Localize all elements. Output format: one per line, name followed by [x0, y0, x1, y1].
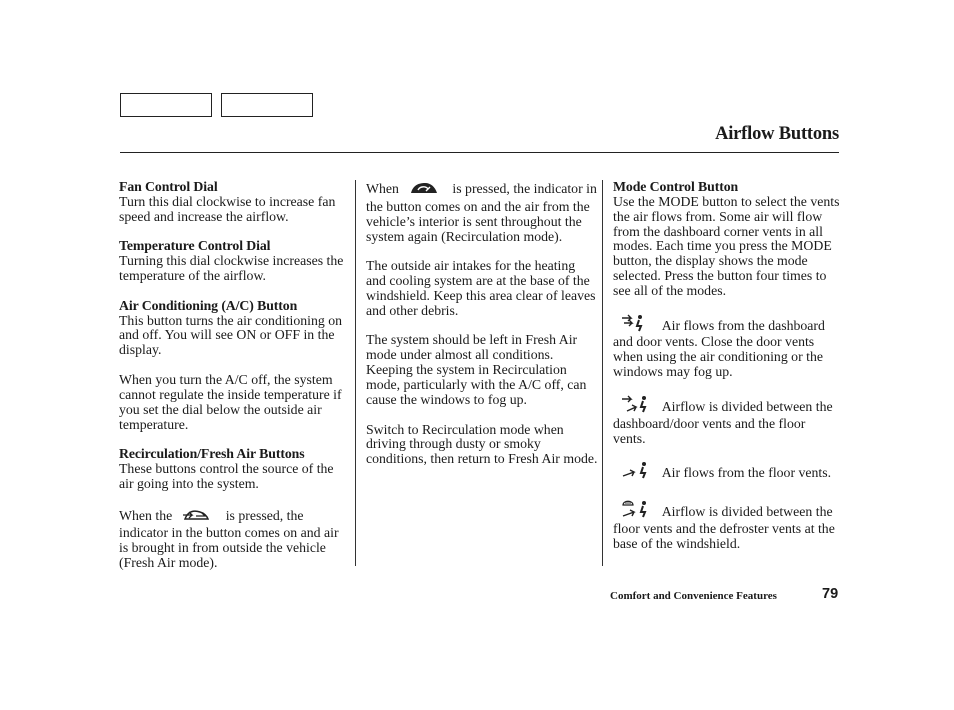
mode-floor-icon — [619, 461, 659, 483]
mode-4-paragraph — [613, 498, 841, 552]
mode-1-text: Air flows from the dashboard and door vents. Close the door vents when using the air conditioning or the windows may fog up. — [613, 317, 825, 380]
mode-1-paragraph — [613, 314, 841, 380]
ac-text: This button turns the air conditioning on and off. You will see ON or OFF in the display. — [119, 312, 343, 358]
mode-floor-defrost-icon — [619, 498, 659, 522]
fan-text: Turn this dial clockwise to increase fan speed and increase the airflow. — [119, 193, 336, 224]
title-rule — [120, 152, 839, 153]
recirc-section — [119, 447, 349, 492]
temp-text: Turning this dial clockwise increases the temperature of the airflow. — [119, 253, 344, 284]
nav-tab-1[interactable] — [120, 93, 212, 117]
recirc-text: These buttons control the source of the air going into the system. — [119, 461, 334, 491]
switch-paragraph: Switch to Recirculation mode when driving through dusty or smoky conditions, then return to Fresh Air mode. — [366, 421, 598, 467]
fresh-air-paragraph — [119, 507, 349, 571]
column-divider-1 — [355, 180, 356, 566]
mode-heading: Mode Control Button — [613, 179, 739, 194]
recirc-paragraph — [366, 180, 598, 244]
ac-heading: Air Conditioning (A/C) Button — [119, 297, 298, 313]
recirc-post: is pressed, the indicator in the button comes on and the air from the vehicle’s interior is sent throughout the system again (Recirculation mode). — [366, 181, 597, 244]
column-divider-2 — [602, 180, 603, 566]
mode-4-text: Airflow is divided between the floor vents and the defroster vents at the base of the windshield. — [613, 503, 835, 551]
mode-dash-icon — [619, 314, 659, 336]
mode-section — [613, 180, 841, 299]
mode-2-text: Airflow is divided between the dashboard/door vents and the floor vents. — [613, 398, 833, 446]
section-label: Comfort and Convenience Features — [610, 590, 777, 602]
recirc-pre: When — [366, 181, 399, 196]
mode-3-paragraph — [613, 461, 841, 483]
fresh-post: is pressed, the indicator in the button comes on and air is brought in from outside the vehicle (Fresh Air mode). — [119, 507, 339, 571]
mode-text: Use the MODE button to select the vents the air flows from. Some air will flow from the dashboard corner vents in all modes. Each time you press the MODE button, the display shows the mode selected. Press the button four times to see all of the modes. — [613, 193, 840, 298]
fan-heading: Fan Control Dial — [119, 179, 218, 194]
nav-tab-2[interactable] — [221, 93, 313, 117]
page-number: 79 — [822, 586, 839, 602]
recirc-heading: Recirculation/Fresh Air Buttons — [119, 446, 305, 462]
mode-3-text: Air flows from the floor vents. — [661, 465, 832, 481]
fresh-mode-paragraph: The system should be left in Fresh Air mode under almost all conditions. Keeping the system in Recirculation mode, particularly with the A/C off, can cause the windows to fog up. — [366, 332, 587, 407]
mode-2-paragraph — [613, 395, 841, 447]
fresh-air-icon — [182, 507, 212, 527]
ac-section — [119, 299, 349, 358]
temp-section — [119, 239, 349, 284]
temp-heading: Temperature Control Dial — [119, 238, 271, 254]
intakes-paragraph: The outside air intakes for the heating and cooling system are at the base of the windshield. Keep this area clear of leaves and other debris. — [366, 258, 596, 318]
page-title: Airflow Buttons — [715, 124, 839, 144]
fresh-pre: When the — [119, 507, 173, 523]
mode-bilevel-icon — [619, 395, 659, 417]
ac-paragraph-2: When you turn the A/C off, the system cannot regulate the inside temperature if you set the dial below the outside air temperature. — [119, 371, 342, 432]
fan-section — [119, 180, 349, 225]
recirculation-icon — [409, 180, 439, 200]
column-1 — [119, 180, 349, 586]
column-3 — [613, 180, 841, 566]
column-2 — [366, 180, 598, 482]
